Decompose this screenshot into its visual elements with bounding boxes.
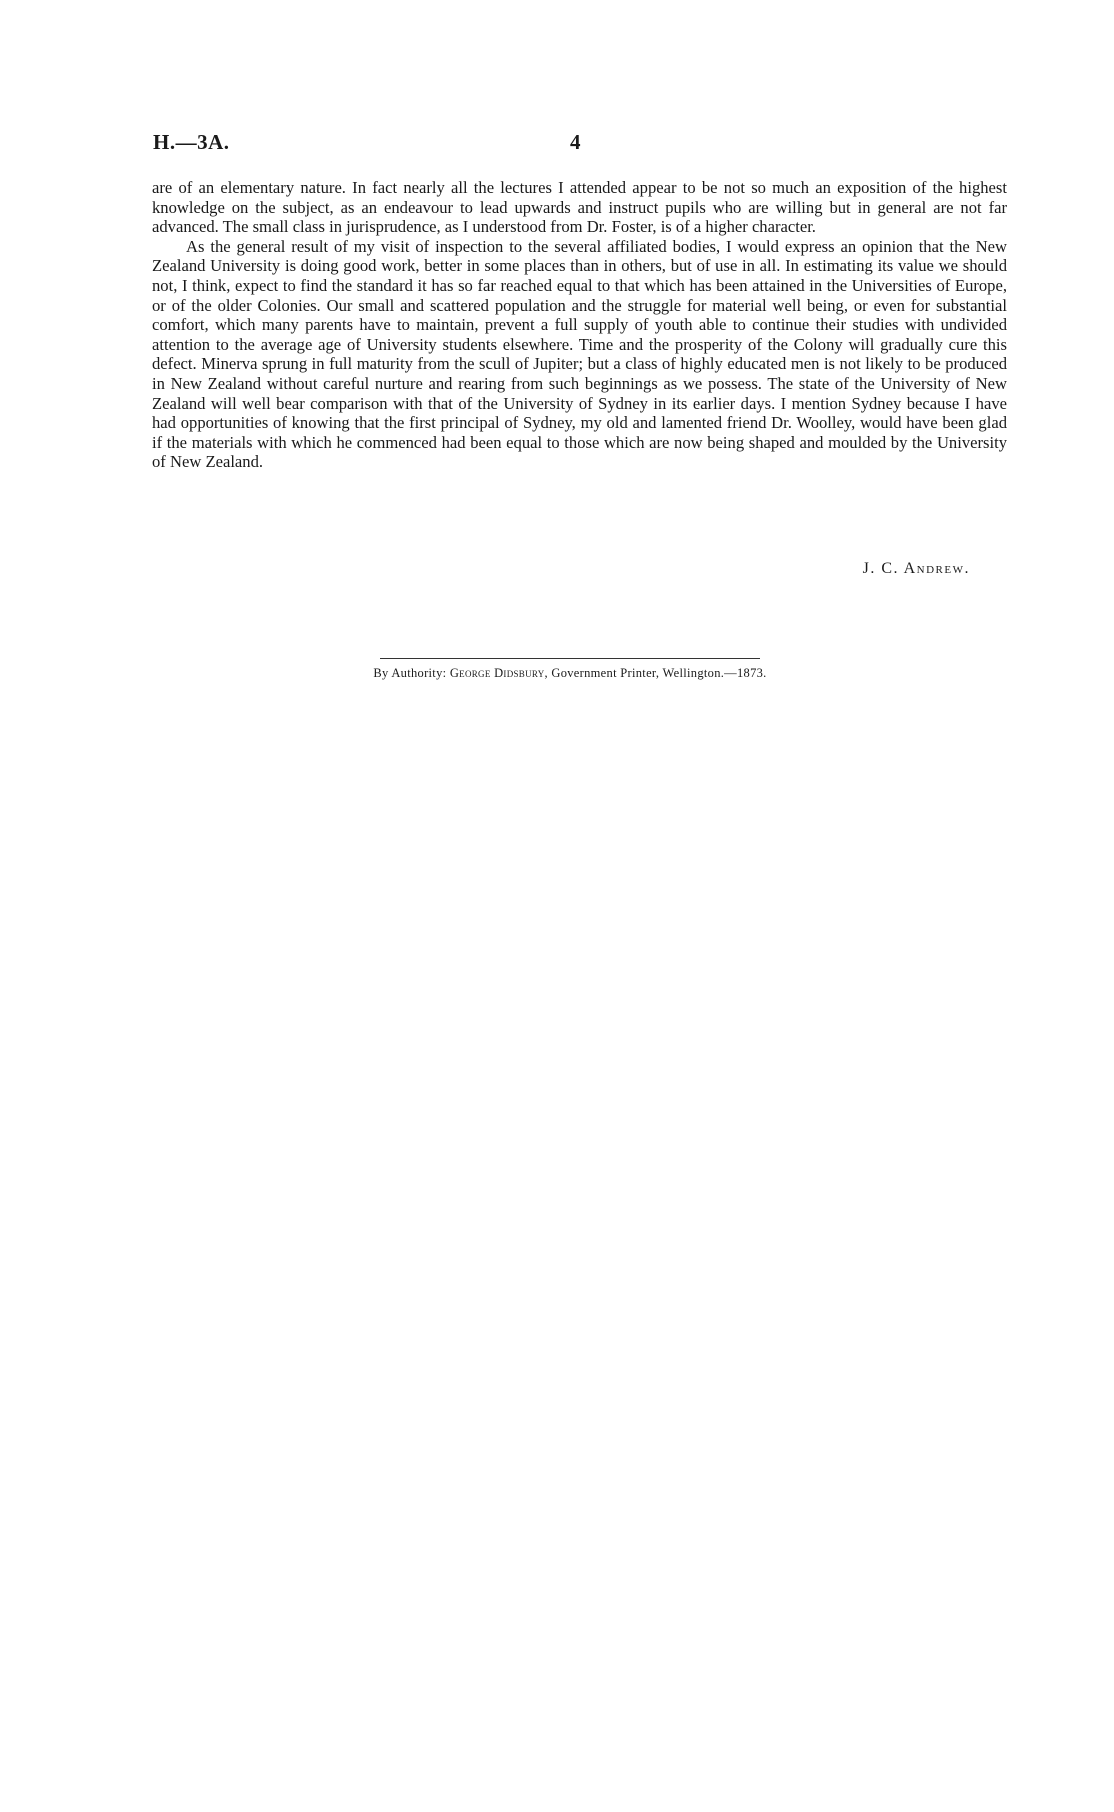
imprint-suffix: , Government Printer, Wellington.—1873. <box>544 666 767 680</box>
paragraph-continuation: are of an elementary nature. In fact nearly all the lectures I attended appear to be not so much an exposition of the highest knowledge on the subject, as an endeavour to lead upwards and instruct pupils who are willing but in general are not far advanced. The small class in jurisprudence, as I understood from Dr. Foster, is of a higher character. <box>152 178 1007 237</box>
signature: J. C. Andrew. <box>862 560 970 577</box>
imprint-printer-name: George Didsbury <box>449 666 545 680</box>
document-reference: H.—3A. <box>153 130 230 154</box>
divider-rule <box>380 658 760 659</box>
page-number: 4 <box>570 130 581 154</box>
printer-imprint <box>250 666 890 681</box>
page-header <box>153 130 1003 160</box>
imprint-prefix: By Authority: <box>373 666 450 680</box>
paragraph-general-result: As the general result of my visit of inspection to the several affiliated bodies, I would express an opinion that the New Zealand University is doing good work, better in some places than in others, but of use in all. In estimating its value we should not, I think, expect to find the standard it has so far reached equal to that which has been attained in the Universities of Europe, or of the older Colonies. Our small and scattered population and the struggle for material well being, or even for substantial comfort, which many parents have to maintain, prevent a full supply of youth able to continue their studies with undivided attention to the average age of University students elsewhere. Time and the prosperity of the Colony will gradually cure this defect. Minerva sprung in full maturity from the scull of Jupiter; but a class of highly educated men is not likely to be produced in New Zealand without careful nurture and rearing from such beginnings as we possess. The state of the University of New Zealand will well bear comparison with that of the University of Sydney in its earlier days. I mention Sydney because I have had opportunities of knowing that the first principal of Sydney, my old and lamented friend Dr. Woolley, would have been glad if the materials with which he commenced had been equal to those which are now being shaped and moulded by the University of New Zealand. <box>152 236 1007 472</box>
body-text <box>152 178 1007 472</box>
